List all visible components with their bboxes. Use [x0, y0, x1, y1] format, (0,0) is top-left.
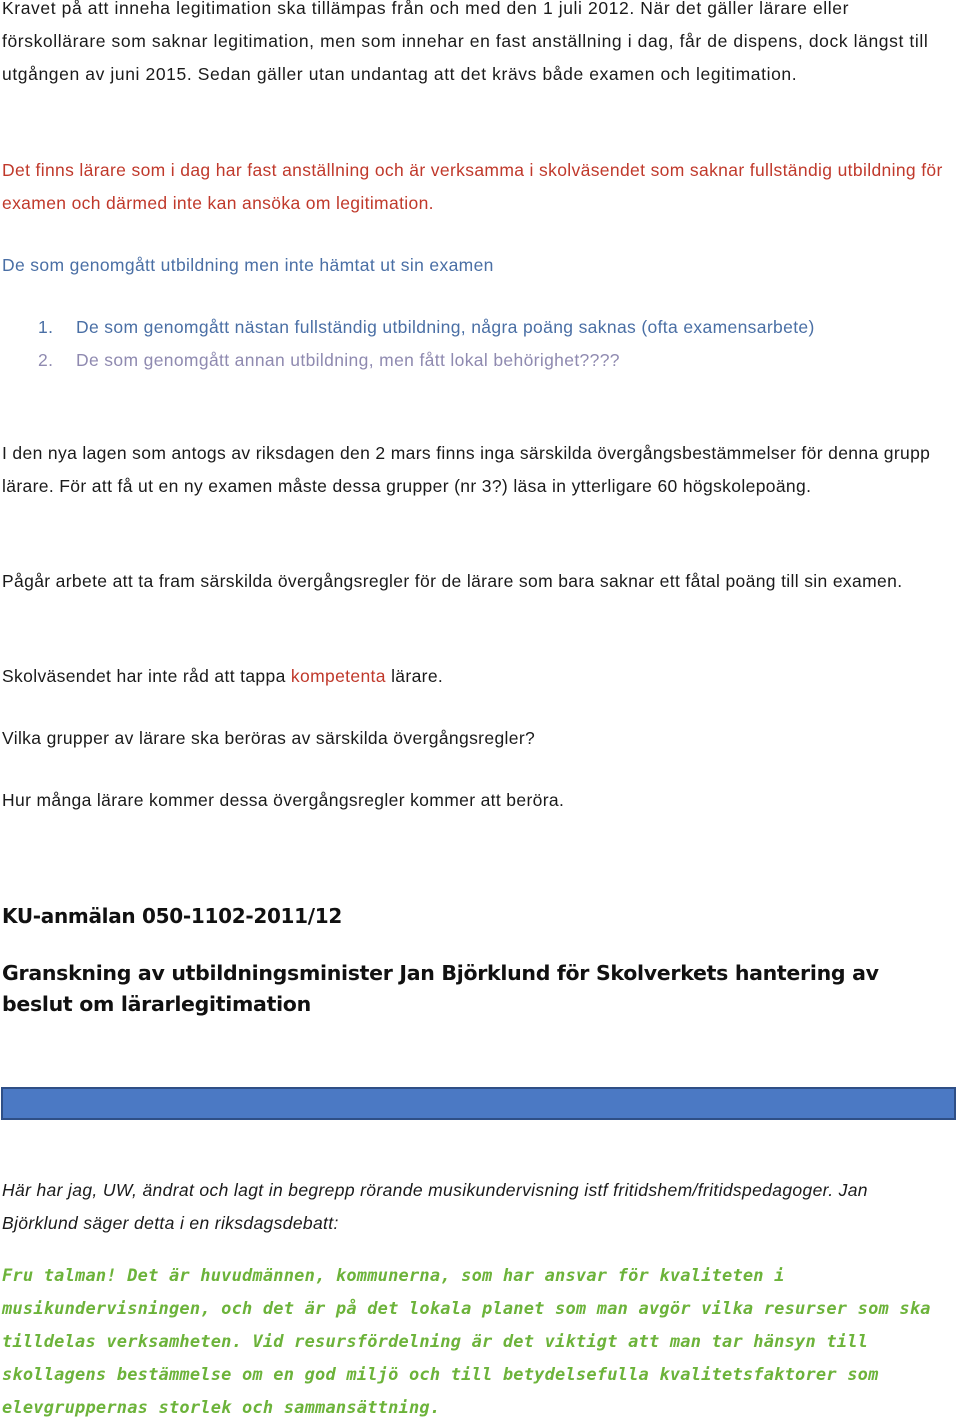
intro-text-part2: Sedan gäller utan undantag att det krävs både examen och legitimation.	[197, 64, 798, 84]
blue-subheading: De som genomgått utbildning men inte hämtat ut sin examen	[2, 255, 494, 275]
ongoing-work-paragraph: Pågår arbete att ta fram särskilda övergångsregler för de lärare som bara saknar ett fåtal poäng till sin examen.	[2, 571, 903, 591]
red-paragraph: Det finns lärare som i dag har fast anställning och är verksamma i skolväsendet som saknar fullständig utbildning för examen och därmed inte kan ansöka om legitimation.	[2, 160, 943, 213]
blue-divider-bar	[1, 1087, 956, 1120]
quote-paragraph: Fru talman! Det är huvudmännen, kommunerna, som har ansvar för kvaliteten i musikundervisningen, och det är på det lokala planet som man avgör vilka resurser som ska tilldelas verksamheten. Vid resursfördelning är det viktigt att man tar hänsyn till skollagens bestämmelse om en god miljö och till betydelsefulla kvalitetsfaktorer som elevgruppernas storlek och sammansättning.	[2, 1266, 931, 1418]
list-item-text: De som genomgått nästan fullständig utbildning, några poäng saknas (ofta examensarbete)	[76, 317, 815, 337]
list-item-text: De som genomgått annan utbildning, men fått lokal behörighet????	[76, 350, 620, 370]
review-heading: Granskning av utbildningsminister Jan Björklund för Skolverkets hantering av beslut om lärarlegitimation	[2, 961, 879, 1016]
competence-highlight: kompetenta	[290, 666, 386, 686]
new-law-paragraph: I den nya lagen som antogs av riksdagen den 2 mars finns inga särskilda övergångsbestämmelser för denna grupp lärare. För att få ut en ny examen måste dessa grupper (nr 3?) läsa in ytterligare 60 högskolepoäng.	[2, 443, 931, 496]
ku-report-heading: KU-anmälan 050-1102-2011/12	[2, 904, 343, 928]
question-paragraph-1: Vilka grupper av lärare ska beröras av särskilda övergångsregler?	[2, 728, 536, 748]
intro-paragraph	[2, 0, 947, 91]
intro-text-part1: Kravet på att inneha legitimation ska tillämpas från och med den 1 juli 2012. När det gäller lärare eller förskollärare som saknar legitimation, men som innehar en fast anställning i dag, får de dispens, dock längst till utgången av juni 2015.	[2, 0, 929, 84]
competence-text-before: Skolväsendet har inte råd att tappa	[2, 666, 291, 686]
question-paragraph-2: Hur många lärare kommer dessa övergångsregler kommer att beröra.	[2, 790, 565, 810]
list-item	[38, 311, 918, 344]
list-item-number: 1.	[38, 317, 54, 337]
competence-text-after: lärare.	[385, 666, 444, 686]
list-item	[38, 344, 918, 377]
note-paragraph: Här har jag, UW, ändrat och lagt in begrepp rörande musikundervisning istf fritidshem/fritidspedagoger. Jan Björklund säger detta i en riksdagsdebatt:	[2, 1180, 868, 1233]
competence-paragraph	[2, 660, 947, 693]
numbered-list	[38, 311, 918, 377]
list-item-number: 2.	[38, 350, 54, 370]
